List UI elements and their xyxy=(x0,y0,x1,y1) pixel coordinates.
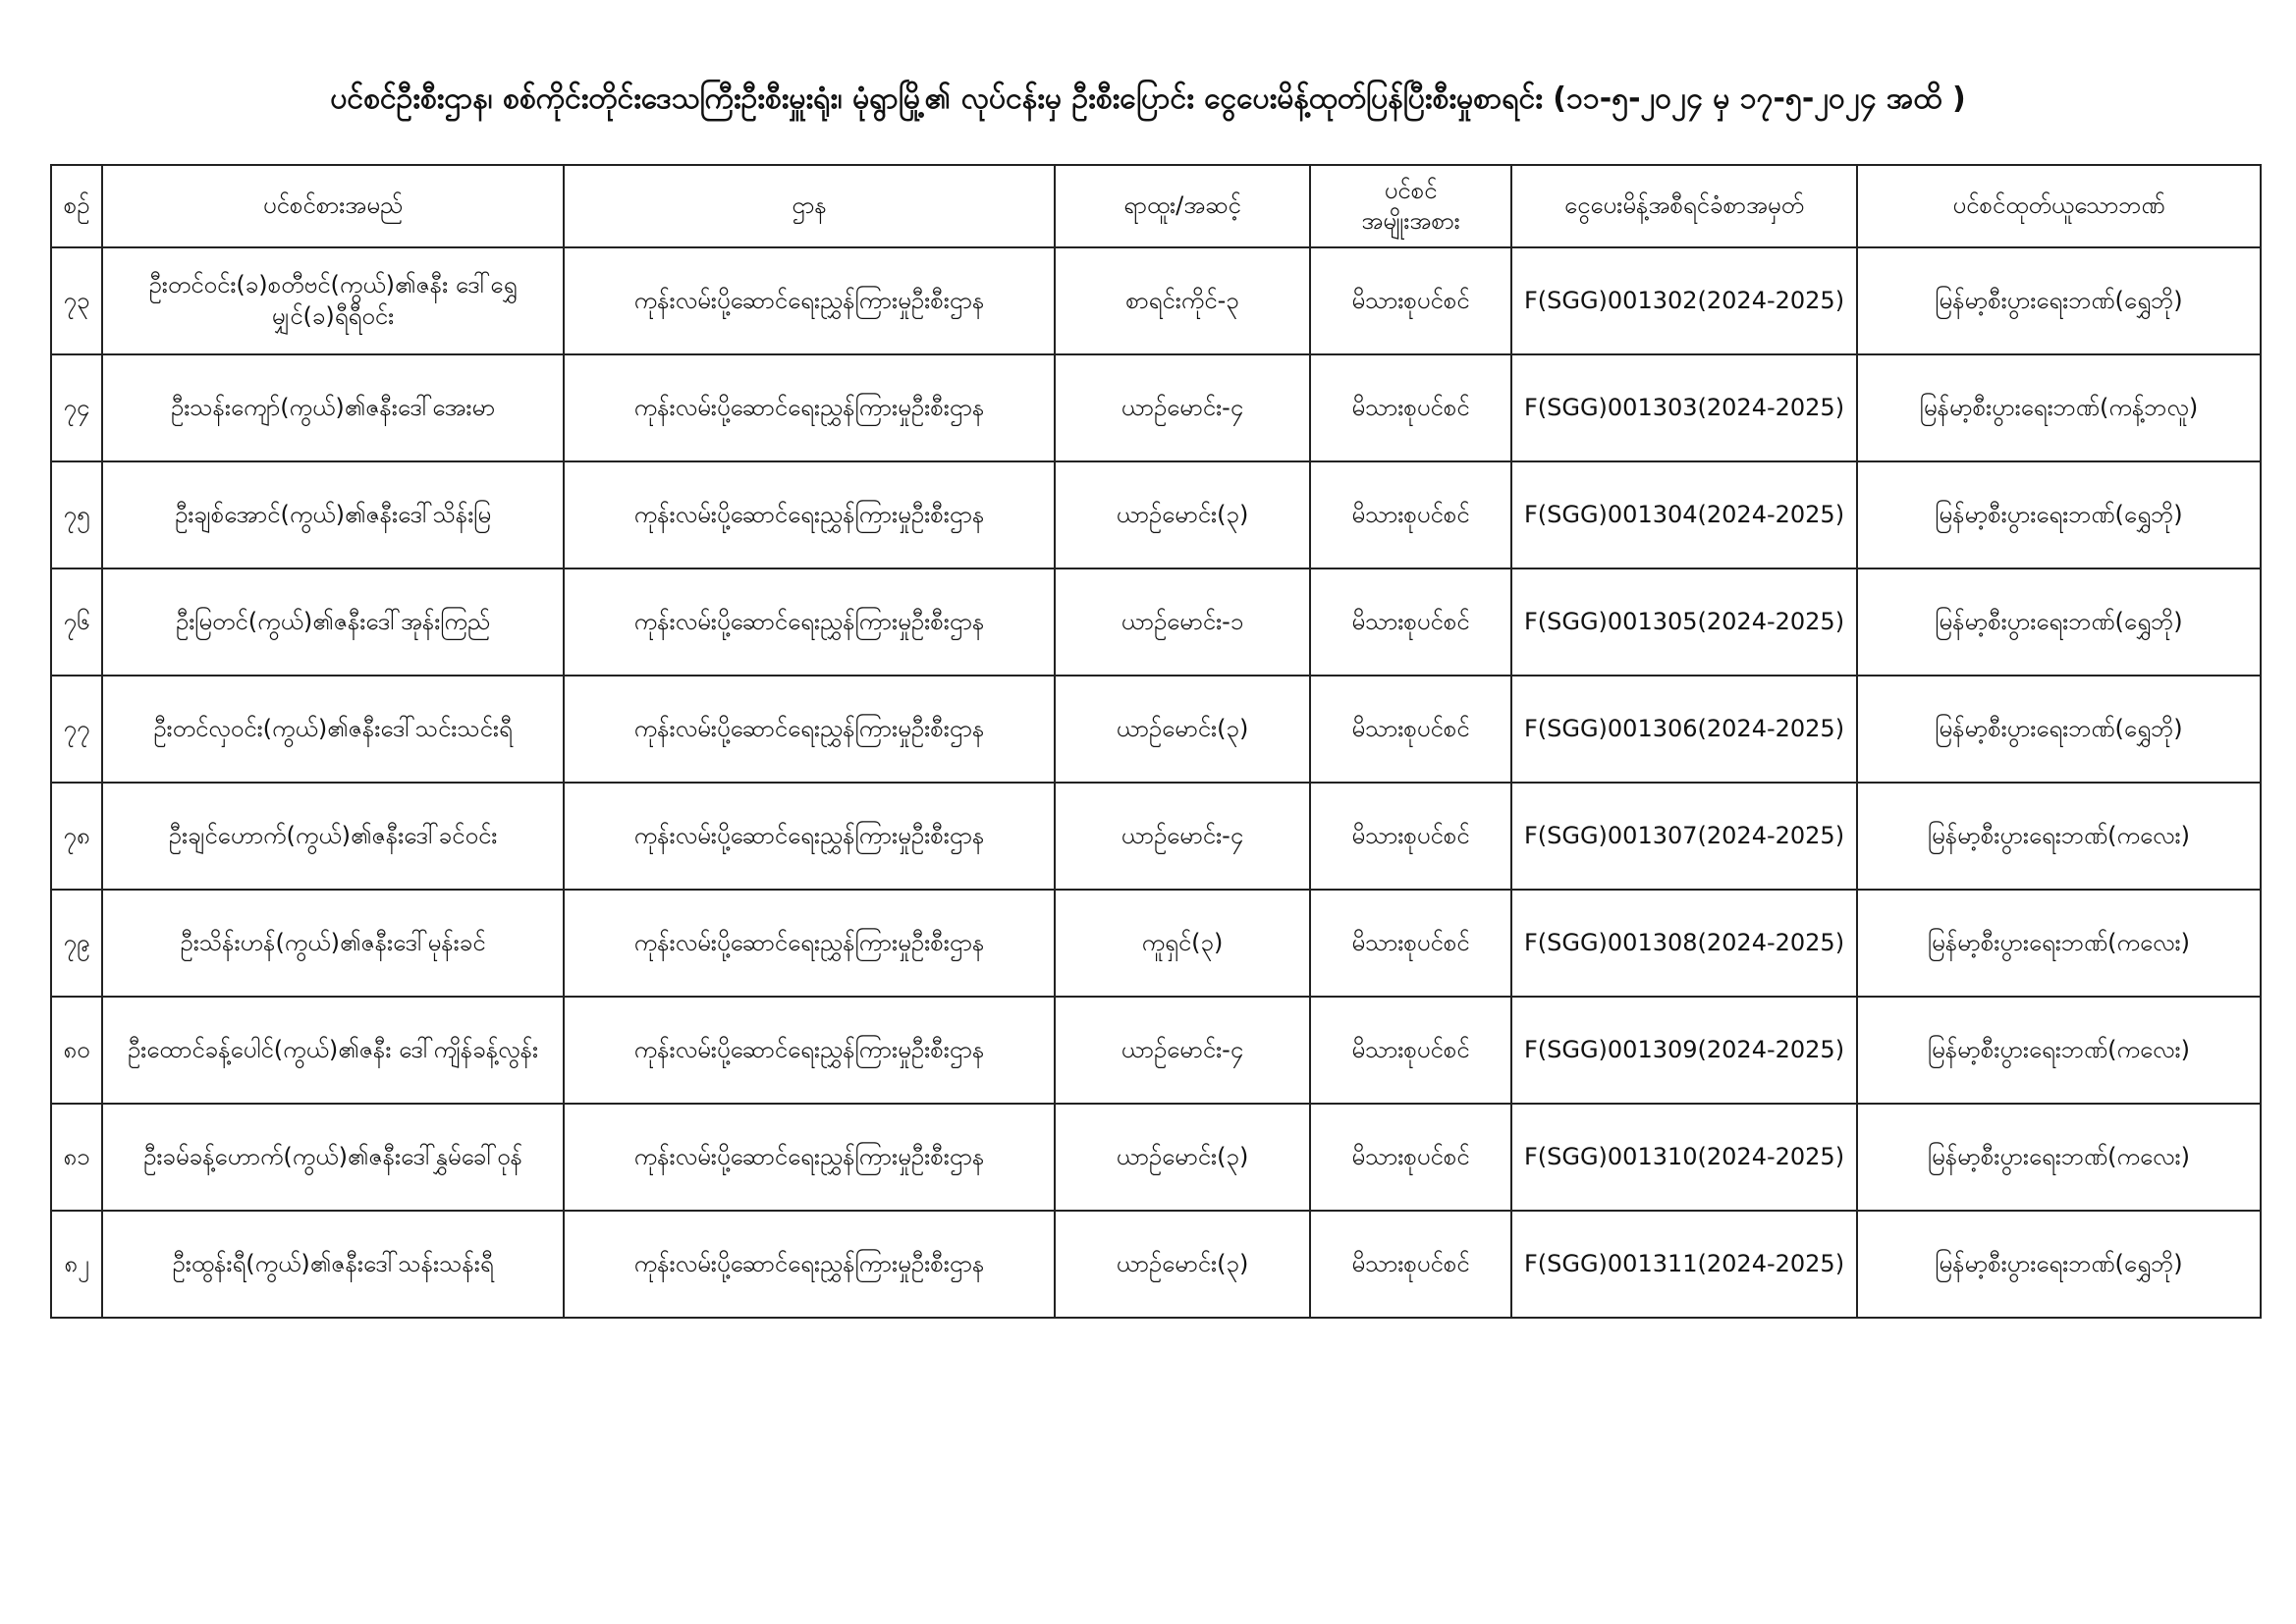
table-row xyxy=(51,783,2261,890)
cell-pensioner-name: ဦးချင်ဟောက်(ကွယ်)၏ဇနီးဒေါ်ခင်ဝင်း xyxy=(102,783,564,890)
cell-position: ကူရှင်(၃) xyxy=(1055,890,1310,997)
cell-position: ယာဉ်မောင်း-၄ xyxy=(1055,783,1310,890)
cell-pensioner-name: ဦးချစ်အောင်(ကွယ်)၏ဇနီးဒေါ်သိန်းမြ xyxy=(102,461,564,568)
cell-serial: ၇၉ xyxy=(51,890,102,997)
cell-position: စာရင်းကိုင်-၃ xyxy=(1055,247,1310,354)
cell-serial: ၈၁ xyxy=(51,1104,102,1211)
cell-pension-type: မိသားစုပင်စင် xyxy=(1310,783,1511,890)
cell-serial: ၈၂ xyxy=(51,1211,102,1318)
cell-pensioner-name: ဦးမြတင်(ကွယ်)၏ဇနီးဒေါ်အုန်းကြည် xyxy=(102,568,564,676)
document-title: ပင်စင်ဦးစီးဌာန၊ စစ်ကိုင်းတိုင်းဒေသကြီးဦးစီးမှူးရုံး၊ မုံရွာမြို့၏ လုပ်ငန်းမှ ဦးစီးပြောင်း ငွေပေးမိန့်ထုတ်ပြန်ပြီးစီးမှုစာရင်း (၁၁-၅-၂၀၂၄ မှ ၁၇-၅-၂၀၂၄ အထိ ) xyxy=(330,81,1966,116)
table-row xyxy=(51,354,2261,461)
cell-order-number: F(SGG)001311(2024-2025) xyxy=(1511,1211,1857,1318)
cell-department: ကုန်းလမ်းပို့ဆောင်ရေးညွှန်ကြားမှုဦးစီးဌာန xyxy=(564,1104,1055,1211)
cell-position: ယာဉ်မောင်း-၄ xyxy=(1055,997,1310,1104)
column-header-pensioner-name: ပင်စင်စားအမည် xyxy=(102,165,564,247)
cell-order-number: F(SGG)001303(2024-2025) xyxy=(1511,354,1857,461)
table-header-row xyxy=(51,165,2261,247)
table-row xyxy=(51,1104,2261,1211)
cell-serial: ၈၀ xyxy=(51,997,102,1104)
cell-bank: မြန်မာ့စီးပွားရေးဘဏ်(ကလေး) xyxy=(1857,1104,2261,1211)
table-row xyxy=(51,247,2261,354)
cell-position: ယာဉ်မောင်း(၃) xyxy=(1055,1104,1310,1211)
cell-pension-type: မိသားစုပင်စင် xyxy=(1310,676,1511,783)
cell-serial: ၇၄ xyxy=(51,354,102,461)
cell-department: ကုန်းလမ်းပို့ဆောင်ရေးညွှန်ကြားမှုဦးစီးဌာန xyxy=(564,461,1055,568)
cell-department: ကုန်းလမ်းပို့ဆောင်ရေးညွှန်ကြားမှုဦးစီးဌာန xyxy=(564,890,1055,997)
cell-position: ယာဉ်မောင်း(၃) xyxy=(1055,676,1310,783)
cell-serial: ၇၈ xyxy=(51,783,102,890)
cell-order-number: F(SGG)001308(2024-2025) xyxy=(1511,890,1857,997)
table-row xyxy=(51,568,2261,676)
column-header-bank: ပင်စင်ထုတ်ယူသောဘဏ် xyxy=(1857,165,2261,247)
cell-serial: ၇၅ xyxy=(51,461,102,568)
cell-bank: မြန်မာ့စီးပွားရေးဘဏ်(ရွှေဘို) xyxy=(1857,568,2261,676)
cell-pension-type: မိသားစုပင်စင် xyxy=(1310,568,1511,676)
cell-order-number: F(SGG)001309(2024-2025) xyxy=(1511,997,1857,1104)
cell-serial: ၇၆ xyxy=(51,568,102,676)
cell-department: ကုန်းလမ်းပို့ဆောင်ရေးညွှန်ကြားမှုဦးစီးဌာန xyxy=(564,568,1055,676)
cell-pensioner-name: ဦးထောင်ခန့်ပေါင်(ကွယ်)၏ဇနီး ဒေါ်ကျိန်ခန့်လွန်း xyxy=(102,997,564,1104)
cell-bank: မြန်မာ့စီးပွားရေးဘဏ်(ကန့်ဘလူ) xyxy=(1857,354,2261,461)
cell-bank: မြန်မာ့စီးပွားရေးဘဏ်(ရွှေဘို) xyxy=(1857,247,2261,354)
cell-department: ကုန်းလမ်းပို့ဆောင်ရေးညွှန်ကြားမှုဦးစီးဌာန xyxy=(564,997,1055,1104)
cell-bank: မြန်မာ့စီးပွားရေးဘဏ်(ကလေး) xyxy=(1857,997,2261,1104)
cell-order-number: F(SGG)001302(2024-2025) xyxy=(1511,247,1857,354)
cell-pensioner-name: ဦးတင်လှဝင်း(ကွယ်)၏ဇနီးဒေါ်သင်းသင်းရီ xyxy=(102,676,564,783)
cell-serial: ၇၃ xyxy=(51,247,102,354)
cell-bank: မြန်မာ့စီးပွားရေးဘဏ်(ကလေး) xyxy=(1857,783,2261,890)
cell-bank: မြန်မာ့စီးပွားရေးဘဏ်(ရွှေဘို) xyxy=(1857,676,2261,783)
pension-table xyxy=(50,164,2262,1319)
column-header-order-number: ငွေပေးမိန့်အစီရင်ခံစာအမှတ် xyxy=(1511,165,1857,247)
table-row xyxy=(51,890,2261,997)
column-header-department: ဌာန xyxy=(564,165,1055,247)
cell-department: ကုန်းလမ်းပို့ဆောင်ရေးညွှန်ကြားမှုဦးစီးဌာန xyxy=(564,676,1055,783)
cell-pension-type: မိသားစုပင်စင် xyxy=(1310,247,1511,354)
column-header-position: ရာထူး/အဆင့် xyxy=(1055,165,1310,247)
column-header-pension-type: ပင်စင် အမျိုးအစား xyxy=(1310,165,1511,247)
cell-pension-type: မိသားစုပင်စင် xyxy=(1310,461,1511,568)
cell-pensioner-name: ဦးခမ်ခန့်ဟောက်(ကွယ်)၏ဇနီးဒေါ်နွှမ်ခေါ်ဝုန် xyxy=(102,1104,564,1211)
cell-position: ယာဉ်မောင်း-၄ xyxy=(1055,354,1310,461)
cell-pension-type: မိသားစုပင်စင် xyxy=(1310,1104,1511,1211)
table-row xyxy=(51,997,2261,1104)
cell-pension-type: မိသားစုပင်စင် xyxy=(1310,354,1511,461)
cell-department: ကုန်းလမ်းပို့ဆောင်ရေးညွှန်ကြားမှုဦးစီးဌာန xyxy=(564,1211,1055,1318)
cell-pension-type: မိသားစုပင်စင် xyxy=(1310,1211,1511,1318)
cell-pensioner-name: ဦးတင်ဝင်း(ခ)စတီဗင်(ကွယ်)၏ဇနီး ဒေါ်ရွှေမျှင်(ခ)ရီရီဝင်း xyxy=(102,247,564,354)
cell-order-number: F(SGG)001306(2024-2025) xyxy=(1511,676,1857,783)
cell-pension-type: မိသားစုပင်စင် xyxy=(1310,997,1511,1104)
cell-pensioner-name: ဦးသိန်းဟန်(ကွယ်)၏ဇနီးဒေါ်မုန်းခင် xyxy=(102,890,564,997)
cell-department: ကုန်းလမ်းပို့ဆောင်ရေးညွှန်ကြားမှုဦးစီးဌာန xyxy=(564,783,1055,890)
cell-department: ကုန်းလမ်းပို့ဆောင်ရေးညွှန်ကြားမှုဦးစီးဌာန xyxy=(564,247,1055,354)
cell-serial: ၇၇ xyxy=(51,676,102,783)
cell-order-number: F(SGG)001307(2024-2025) xyxy=(1511,783,1857,890)
cell-order-number: F(SGG)001304(2024-2025) xyxy=(1511,461,1857,568)
cell-order-number: F(SGG)001305(2024-2025) xyxy=(1511,568,1857,676)
cell-bank: မြန်မာ့စီးပွားရေးဘဏ်(ရွှေဘို) xyxy=(1857,1211,2261,1318)
cell-position: ယာဉ်မောင်း(၃) xyxy=(1055,1211,1310,1318)
cell-pensioner-name: ဦးသန်းကျော်(ကွယ်)၏ဇနီးဒေါ်အေးမာ xyxy=(102,354,564,461)
table-row xyxy=(51,461,2261,568)
cell-department: ကုန်းလမ်းပို့ဆောင်ရေးညွှန်ကြားမှုဦးစီးဌာန xyxy=(564,354,1055,461)
cell-order-number: F(SGG)001310(2024-2025) xyxy=(1511,1104,1857,1211)
cell-bank: မြန်မာ့စီးပွားရေးဘဏ်(ရွှေဘို) xyxy=(1857,461,2261,568)
cell-position: ယာဉ်မောင်း(၃) xyxy=(1055,461,1310,568)
cell-pensioner-name: ဦးထွန်းရီ(ကွယ်)၏ဇနီးဒေါ်သန်းသန်းရီ xyxy=(102,1211,564,1318)
table-row xyxy=(51,676,2261,783)
cell-position: ယာဉ်မောင်း-၁ xyxy=(1055,568,1310,676)
table-row xyxy=(51,1211,2261,1318)
cell-bank: မြန်မာ့စီးပွားရေးဘဏ်(ကလေး) xyxy=(1857,890,2261,997)
column-header-serial: စဉ် xyxy=(51,165,102,247)
cell-pension-type: မိသားစုပင်စင် xyxy=(1310,890,1511,997)
